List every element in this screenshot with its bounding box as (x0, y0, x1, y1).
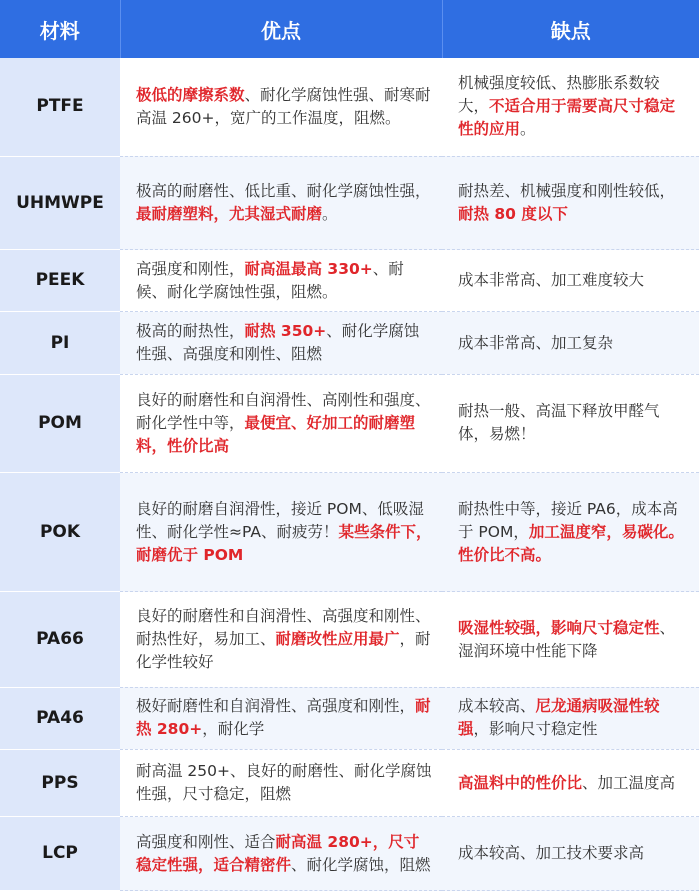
table-row (0, 473, 699, 592)
pros-cell (120, 687, 442, 749)
table-row (0, 58, 699, 156)
table-row (0, 312, 699, 374)
cons-cell (442, 312, 699, 374)
cell-text: 、湿润环境中性能下降 (458, 618, 676, 660)
cons-cell (442, 156, 699, 249)
highlight-text: 不适合用于需要高尺寸稳定性的应用 (458, 97, 676, 139)
table-header (0, 0, 699, 58)
cell-text: 、耐化学腐蚀性强、耐寒耐高温 260+，宽广的工作温度，阻燃。 (136, 85, 431, 127)
cell-text: 。 (322, 205, 338, 224)
cell-text: 良好的耐磨自润滑性，接近 POM、低吸湿性、耐化学性≈PA、耐疲劳！ (136, 499, 424, 541)
material-name: PA46 (0, 687, 120, 749)
highlight-text: 最便宜、好加工的耐磨塑料，性价比高 (136, 413, 416, 455)
pros-cell (120, 749, 442, 816)
material-name: PPS (0, 749, 120, 816)
cell-text: 耐热一般、高温下释放甲醛气体，易燃！ (458, 402, 660, 444)
cell-text: 成本较高、加工技术要求高 (458, 844, 645, 863)
cell-text: ，影响尺寸稳定性 (473, 720, 598, 739)
table-body (0, 58, 699, 891)
material-name: PI (0, 312, 120, 374)
cell-text: 、耐候、耐化学腐蚀性强，阻燃。 (136, 259, 404, 301)
material-name: POK (0, 473, 120, 592)
pros-cell (120, 374, 442, 472)
pros-cell (120, 817, 442, 891)
cell-text: 成本非常高、加工难度较大 (458, 271, 645, 290)
cell-text: 高强度和刚性、适合 (136, 832, 276, 851)
highlight-text: 某些条件下，耐磨优于 POM (136, 522, 432, 564)
cons-cell (442, 592, 699, 687)
cell-text: 耐热差、机械强度和刚性较低， (458, 182, 676, 201)
header-pros: 优点 (120, 0, 442, 58)
pros-cell (120, 473, 442, 592)
highlight-text: 尼龙通病吸湿性较强 (458, 697, 660, 739)
material-name: PTFE (0, 58, 120, 156)
highlight-text: 极低的摩擦系数 (136, 85, 245, 104)
highlight-text: 加工温度窄，易碳化。性价比不高。 (458, 522, 684, 564)
table-row (0, 687, 699, 749)
highlight-text: 吸湿性较强，影响尺寸稳定性 (458, 618, 660, 637)
cons-cell (442, 749, 699, 816)
table-row (0, 250, 699, 312)
cell-text: 、加工温度高 (582, 773, 676, 792)
highlight-text: 耐高温 280+，尺寸稳定性强，适合精密件 (136, 832, 420, 874)
cell-text: 、耐化学腐蚀，阻燃 (291, 855, 431, 874)
header-material: 材料 (0, 0, 120, 58)
table-row (0, 817, 699, 891)
cell-text: 耐高温 250+、良好的耐磨性、耐化学腐蚀性强，尺寸稳定，阻燃 (136, 762, 432, 804)
cons-cell (442, 250, 699, 312)
cell-text: 、耐化学腐蚀性强、高强度和刚性、阻燃 (136, 322, 420, 364)
cell-text: 良好的耐磨性和自润滑性、高刚性和强度、耐化学性中等， (136, 390, 431, 432)
header-cons: 缺点 (442, 0, 699, 58)
cons-cell (442, 817, 699, 891)
pros-cell (120, 156, 442, 249)
cell-text: 极好耐磨性和自润滑性、高强度和刚性， (136, 697, 416, 716)
material-name: UHMWPE (0, 156, 120, 249)
highlight-text: 耐热 350+ (244, 322, 327, 341)
pros-cell (120, 592, 442, 687)
highlight-text: 耐热 80 度以下 (458, 205, 568, 224)
cell-text: ，耐化学 (202, 720, 265, 739)
table-row (0, 592, 699, 687)
cons-cell (442, 473, 699, 592)
highlight-text: 耐磨改性应用最广 (275, 630, 400, 649)
cell-text: 良好的耐磨性和自润滑性、高强度和刚性、耐热性好，易加工、 (136, 607, 431, 649)
highlight-text: 耐热 280+ (136, 697, 431, 739)
pros-cell (120, 250, 442, 312)
material-name: POM (0, 374, 120, 472)
highlight-text: 耐高温最高 330+ (244, 259, 373, 278)
material-name: LCP (0, 817, 120, 891)
material-name: PEEK (0, 250, 120, 312)
table-row (0, 374, 699, 472)
cell-text: 成本较高、 (458, 697, 536, 716)
cell-text: 极高的耐磨性、低比重、耐化学腐蚀性强， (136, 182, 431, 201)
cell-text: 耐热性中等，接近 PA6，成本高于 POM， (458, 499, 678, 541)
cell-text: 。 (520, 120, 536, 139)
table-row (0, 749, 699, 816)
cons-cell (442, 58, 699, 156)
cell-text: ，耐化学性较好 (136, 630, 431, 672)
cell-text: 高强度和刚性， (136, 259, 245, 278)
cell-text: 成本非常高、加工复杂 (458, 333, 614, 352)
highlight-text: 高温料中的性价比 (458, 773, 583, 792)
cell-text: 极高的耐热性， (136, 322, 245, 341)
material-name: PA66 (0, 592, 120, 687)
table-row (0, 156, 699, 249)
cell-text: 机械强度较低、热膨胀系数较大， (458, 74, 660, 116)
cons-cell (442, 687, 699, 749)
pros-cell (120, 312, 442, 374)
highlight-text: 最耐磨塑料，尤其湿式耐磨 (136, 205, 323, 224)
pros-cell (120, 58, 442, 156)
cons-cell (442, 374, 699, 472)
